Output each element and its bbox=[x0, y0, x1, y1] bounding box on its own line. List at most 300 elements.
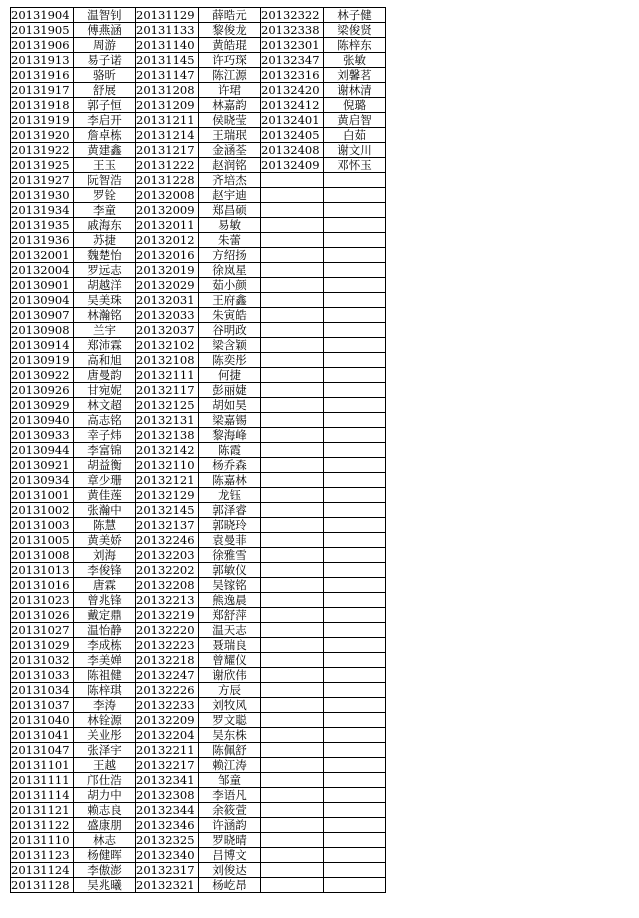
empty-cell bbox=[261, 473, 324, 488]
student-id-cell: 20132246 bbox=[136, 533, 199, 548]
student-id-cell: 20132301 bbox=[261, 38, 324, 53]
student-id-cell: 20131032 bbox=[11, 653, 74, 668]
student-name-cell: 盛康朋 bbox=[74, 818, 136, 833]
student-id-cell: 20131027 bbox=[11, 623, 74, 638]
table-row bbox=[11, 158, 386, 173]
table-row bbox=[11, 533, 386, 548]
student-id-cell: 20131124 bbox=[11, 863, 74, 878]
student-id-cell: 20131114 bbox=[11, 788, 74, 803]
student-name-cell: 陈祖健 bbox=[74, 668, 136, 683]
student-name-cell: 李童 bbox=[74, 203, 136, 218]
student-name-cell: 陈佩舒 bbox=[199, 743, 261, 758]
table-row bbox=[11, 563, 386, 578]
table-row bbox=[11, 23, 386, 38]
empty-cell bbox=[261, 803, 324, 818]
empty-cell bbox=[324, 833, 386, 848]
student-id-cell: 20132409 bbox=[261, 158, 324, 173]
student-id-cell: 20132001 bbox=[11, 248, 74, 263]
student-name-cell: 林嘉韵 bbox=[199, 98, 261, 113]
empty-cell bbox=[261, 758, 324, 773]
table-row bbox=[11, 323, 386, 338]
student-id-cell: 20132117 bbox=[136, 383, 199, 398]
student-id-cell: 20131016 bbox=[11, 578, 74, 593]
student-name-cell: 舒展 bbox=[74, 83, 136, 98]
student-name-cell: 郭泽睿 bbox=[199, 503, 261, 518]
empty-cell bbox=[324, 488, 386, 503]
empty-cell bbox=[261, 563, 324, 578]
student-name-cell: 刘海 bbox=[74, 548, 136, 563]
student-id-cell: 20132223 bbox=[136, 638, 199, 653]
table-row bbox=[11, 863, 386, 878]
student-name-cell: 张敏 bbox=[324, 53, 386, 68]
student-id-cell: 20130944 bbox=[11, 443, 74, 458]
table-row bbox=[11, 623, 386, 638]
student-id-cell: 20130922 bbox=[11, 368, 74, 383]
student-id-cell: 20132125 bbox=[136, 398, 199, 413]
student-name-cell: 戚海东 bbox=[74, 218, 136, 233]
student-name-cell: 薛晧元 bbox=[199, 8, 261, 23]
student-id-cell: 20132012 bbox=[136, 233, 199, 248]
student-id-cell: 20132325 bbox=[136, 833, 199, 848]
table-row bbox=[11, 173, 386, 188]
student-name-cell: 陈霞 bbox=[199, 443, 261, 458]
student-name-cell: 赵润铭 bbox=[199, 158, 261, 173]
student-id-cell: 20130908 bbox=[11, 323, 74, 338]
student-name-cell: 陈梓东 bbox=[324, 38, 386, 53]
student-name-cell: 谷明政 bbox=[199, 323, 261, 338]
student-id-cell: 20131047 bbox=[11, 743, 74, 758]
student-id-cell: 20132341 bbox=[136, 773, 199, 788]
empty-cell bbox=[261, 458, 324, 473]
student-id-cell: 20130914 bbox=[11, 338, 74, 353]
student-id-cell: 20130904 bbox=[11, 293, 74, 308]
student-id-cell: 20132202 bbox=[136, 563, 199, 578]
student-id-cell: 20132011 bbox=[136, 218, 199, 233]
student-name-cell: 詹卓栋 bbox=[74, 128, 136, 143]
empty-cell bbox=[261, 743, 324, 758]
empty-cell bbox=[261, 173, 324, 188]
student-name-cell: 林铨源 bbox=[74, 713, 136, 728]
student-id-cell: 20131927 bbox=[11, 173, 74, 188]
student-id-cell: 20132004 bbox=[11, 263, 74, 278]
empty-cell bbox=[324, 548, 386, 563]
student-id-cell: 20132340 bbox=[136, 848, 199, 863]
student-name-cell: 梁嘉锡 bbox=[199, 413, 261, 428]
table-row bbox=[11, 878, 386, 893]
table-row bbox=[11, 263, 386, 278]
student-id-cell: 20131013 bbox=[11, 563, 74, 578]
student-id-cell: 20131140 bbox=[136, 38, 199, 53]
student-name-cell: 黄建鑫 bbox=[74, 143, 136, 158]
empty-cell bbox=[324, 353, 386, 368]
table-row bbox=[11, 413, 386, 428]
table-row bbox=[11, 488, 386, 503]
student-name-cell: 曾耀仪 bbox=[199, 653, 261, 668]
empty-cell bbox=[324, 368, 386, 383]
student-name-cell: 许珺 bbox=[199, 83, 261, 98]
student-id-cell: 20132129 bbox=[136, 488, 199, 503]
student-name-cell: 方辰 bbox=[199, 683, 261, 698]
student-name-cell: 罗文聪 bbox=[199, 713, 261, 728]
empty-cell bbox=[261, 878, 324, 893]
empty-cell bbox=[324, 563, 386, 578]
empty-cell bbox=[261, 833, 324, 848]
student-id-cell: 20132209 bbox=[136, 713, 199, 728]
table-row bbox=[11, 353, 386, 368]
student-name-cell: 黄启智 bbox=[324, 113, 386, 128]
empty-cell bbox=[261, 203, 324, 218]
student-name-cell: 余筱萱 bbox=[199, 803, 261, 818]
student-id-cell: 20131217 bbox=[136, 143, 199, 158]
student-id-cell: 20131209 bbox=[136, 98, 199, 113]
empty-cell bbox=[261, 353, 324, 368]
student-name-cell: 郑沛霖 bbox=[74, 338, 136, 353]
student-name-cell: 倪璐 bbox=[324, 98, 386, 113]
student-name-cell: 徐雅雪 bbox=[199, 548, 261, 563]
student-name-cell: 高志铭 bbox=[74, 413, 136, 428]
student-id-cell: 20130933 bbox=[11, 428, 74, 443]
student-id-cell: 20130926 bbox=[11, 383, 74, 398]
student-id-cell: 20132420 bbox=[261, 83, 324, 98]
empty-cell bbox=[324, 473, 386, 488]
student-name-cell: 周游 bbox=[74, 38, 136, 53]
student-id-cell: 20132211 bbox=[136, 743, 199, 758]
student-name-cell: 胡如昊 bbox=[199, 398, 261, 413]
student-name-cell: 吴镓铭 bbox=[199, 578, 261, 593]
table-row bbox=[11, 293, 386, 308]
student-id-cell: 20131110 bbox=[11, 833, 74, 848]
empty-cell bbox=[261, 383, 324, 398]
student-name-cell: 兰宇 bbox=[74, 323, 136, 338]
student-name-cell: 李涛 bbox=[74, 698, 136, 713]
student-id-cell: 20131122 bbox=[11, 818, 74, 833]
table-row bbox=[11, 233, 386, 248]
student-id-cell: 20131935 bbox=[11, 218, 74, 233]
empty-cell bbox=[261, 308, 324, 323]
student-name-cell: 彭丽婕 bbox=[199, 383, 261, 398]
student-id-cell: 20132226 bbox=[136, 683, 199, 698]
student-id-cell: 20132204 bbox=[136, 728, 199, 743]
student-name-cell: 何捷 bbox=[199, 368, 261, 383]
student-name-cell: 聂瑞良 bbox=[199, 638, 261, 653]
student-name-cell: 朱寅皓 bbox=[199, 308, 261, 323]
student-name-cell: 陈江源 bbox=[199, 68, 261, 83]
student-name-cell: 黄佳莲 bbox=[74, 488, 136, 503]
student-id-cell: 20132213 bbox=[136, 593, 199, 608]
table-row bbox=[11, 728, 386, 743]
student-name-cell: 甘宛妮 bbox=[74, 383, 136, 398]
table-row bbox=[11, 128, 386, 143]
student-id-cell: 20130907 bbox=[11, 308, 74, 323]
student-name-cell: 吴美珠 bbox=[74, 293, 136, 308]
empty-cell bbox=[324, 743, 386, 758]
student-id-cell: 20132322 bbox=[261, 8, 324, 23]
student-name-cell: 王瑞珉 bbox=[199, 128, 261, 143]
empty-cell bbox=[261, 428, 324, 443]
student-id-cell: 20132111 bbox=[136, 368, 199, 383]
student-id-cell: 20132408 bbox=[261, 143, 324, 158]
student-name-cell: 胡越洋 bbox=[74, 278, 136, 293]
table-row bbox=[11, 338, 386, 353]
empty-cell bbox=[261, 248, 324, 263]
student-name-cell: 高和旭 bbox=[74, 353, 136, 368]
empty-cell bbox=[324, 758, 386, 773]
student-name-cell: 刘俊达 bbox=[199, 863, 261, 878]
table-row bbox=[11, 38, 386, 53]
empty-cell bbox=[261, 533, 324, 548]
table-row bbox=[11, 683, 386, 698]
student-id-cell: 20132338 bbox=[261, 23, 324, 38]
student-name-cell: 唐曼韵 bbox=[74, 368, 136, 383]
student-name-cell: 魏楚怡 bbox=[74, 248, 136, 263]
student-name-cell: 罗晓晴 bbox=[199, 833, 261, 848]
empty-cell bbox=[324, 728, 386, 743]
student-id-cell: 20132121 bbox=[136, 473, 199, 488]
empty-cell bbox=[324, 623, 386, 638]
student-id-cell: 20131925 bbox=[11, 158, 74, 173]
empty-cell bbox=[324, 278, 386, 293]
table-row bbox=[11, 143, 386, 158]
student-id-cell: 20131916 bbox=[11, 68, 74, 83]
empty-cell bbox=[261, 698, 324, 713]
student-id-cell: 20131121 bbox=[11, 803, 74, 818]
student-name-cell: 袁曼菲 bbox=[199, 533, 261, 548]
table-row bbox=[11, 638, 386, 653]
student-id-cell: 20131123 bbox=[11, 848, 74, 863]
student-name-cell: 金涵荃 bbox=[199, 143, 261, 158]
empty-cell bbox=[261, 338, 324, 353]
empty-cell bbox=[261, 263, 324, 278]
empty-cell bbox=[261, 653, 324, 668]
student-name-cell: 吴兆曦 bbox=[74, 878, 136, 893]
student-id-cell: 20132321 bbox=[136, 878, 199, 893]
table-row bbox=[11, 653, 386, 668]
student-name-cell: 胡益衡 bbox=[74, 458, 136, 473]
student-id-cell: 20132145 bbox=[136, 503, 199, 518]
empty-cell bbox=[261, 773, 324, 788]
empty-cell bbox=[261, 188, 324, 203]
student-id-cell: 20131906 bbox=[11, 38, 74, 53]
student-name-cell: 赖志良 bbox=[74, 803, 136, 818]
student-name-cell: 黎海峰 bbox=[199, 428, 261, 443]
student-id-cell: 20131037 bbox=[11, 698, 74, 713]
empty-cell bbox=[324, 653, 386, 668]
student-name-cell: 邝仕浩 bbox=[74, 773, 136, 788]
student-name-cell: 邹童 bbox=[199, 773, 261, 788]
table-row bbox=[11, 698, 386, 713]
student-name-cell: 林志 bbox=[74, 833, 136, 848]
student-name-cell: 陈慧 bbox=[74, 518, 136, 533]
student-name-cell: 谢文川 bbox=[324, 143, 386, 158]
table-row bbox=[11, 83, 386, 98]
student-id-cell: 20131934 bbox=[11, 203, 74, 218]
empty-cell bbox=[324, 698, 386, 713]
student-id-cell: 20132131 bbox=[136, 413, 199, 428]
student-name-cell: 梁俊贤 bbox=[324, 23, 386, 38]
empty-cell bbox=[261, 323, 324, 338]
empty-cell bbox=[324, 443, 386, 458]
empty-cell bbox=[324, 293, 386, 308]
student-name-cell: 罗铨 bbox=[74, 188, 136, 203]
empty-cell bbox=[324, 323, 386, 338]
empty-cell bbox=[261, 293, 324, 308]
table-row bbox=[11, 608, 386, 623]
student-id-cell: 20132031 bbox=[136, 293, 199, 308]
student-name-cell: 王玉 bbox=[74, 158, 136, 173]
table-row bbox=[11, 833, 386, 848]
student-name-cell: 易子诺 bbox=[74, 53, 136, 68]
table-row bbox=[11, 788, 386, 803]
student-name-cell: 吕博文 bbox=[199, 848, 261, 863]
empty-cell bbox=[324, 518, 386, 533]
empty-cell bbox=[261, 578, 324, 593]
table-row bbox=[11, 758, 386, 773]
table-row bbox=[11, 383, 386, 398]
student-name-cell: 林文超 bbox=[74, 398, 136, 413]
empty-cell bbox=[324, 788, 386, 803]
student-id-cell: 20132347 bbox=[261, 53, 324, 68]
empty-cell bbox=[324, 173, 386, 188]
student-name-cell: 齐培杰 bbox=[199, 173, 261, 188]
student-name-cell: 李启开 bbox=[74, 113, 136, 128]
student-name-cell: 方绍扬 bbox=[199, 248, 261, 263]
student-id-cell: 20132208 bbox=[136, 578, 199, 593]
student-name-cell: 许巧琛 bbox=[199, 53, 261, 68]
student-id-cell: 20130929 bbox=[11, 398, 74, 413]
student-name-cell: 郑昌硕 bbox=[199, 203, 261, 218]
student-id-cell: 20132016 bbox=[136, 248, 199, 263]
table-row bbox=[11, 503, 386, 518]
student-name-cell: 温天志 bbox=[199, 623, 261, 638]
student-id-cell: 20132008 bbox=[136, 188, 199, 203]
student-name-cell: 李俊锋 bbox=[74, 563, 136, 578]
student-id-cell: 20132217 bbox=[136, 758, 199, 773]
table-row bbox=[11, 578, 386, 593]
empty-cell bbox=[324, 668, 386, 683]
empty-cell bbox=[261, 668, 324, 683]
student-name-cell: 许涵韵 bbox=[199, 818, 261, 833]
empty-cell bbox=[324, 203, 386, 218]
student-name-cell: 梁含颖 bbox=[199, 338, 261, 353]
student-id-cell: 20132137 bbox=[136, 518, 199, 533]
empty-cell bbox=[261, 728, 324, 743]
empty-cell bbox=[324, 713, 386, 728]
student-name-cell: 骆昕 bbox=[74, 68, 136, 83]
empty-cell bbox=[324, 578, 386, 593]
student-name-cell: 傅燕涵 bbox=[74, 23, 136, 38]
student-id-cell: 20132405 bbox=[261, 128, 324, 143]
student-name-cell: 关业彤 bbox=[74, 728, 136, 743]
student-name-cell: 谢欣伟 bbox=[199, 668, 261, 683]
roster-body bbox=[11, 8, 386, 893]
student-name-cell: 李富锦 bbox=[74, 443, 136, 458]
table-row bbox=[11, 53, 386, 68]
student-id-cell: 20132219 bbox=[136, 608, 199, 623]
student-name-cell: 李美婵 bbox=[74, 653, 136, 668]
table-row bbox=[11, 278, 386, 293]
empty-cell bbox=[261, 548, 324, 563]
empty-cell bbox=[261, 683, 324, 698]
table-row bbox=[11, 848, 386, 863]
student-id-cell: 20131001 bbox=[11, 488, 74, 503]
student-name-cell: 戴定鼎 bbox=[74, 608, 136, 623]
student-name-cell: 张泽宇 bbox=[74, 743, 136, 758]
student-id-cell: 20130934 bbox=[11, 473, 74, 488]
empty-cell bbox=[324, 818, 386, 833]
student-id-cell: 20132142 bbox=[136, 443, 199, 458]
student-name-cell: 李傲澎 bbox=[74, 863, 136, 878]
student-id-cell: 20130921 bbox=[11, 458, 74, 473]
student-id-cell: 20132233 bbox=[136, 698, 199, 713]
student-name-cell: 林瀚铭 bbox=[74, 308, 136, 323]
student-id-cell: 20131917 bbox=[11, 83, 74, 98]
empty-cell bbox=[324, 608, 386, 623]
table-row bbox=[11, 773, 386, 788]
student-id-cell: 20131002 bbox=[11, 503, 74, 518]
student-id-cell: 20132412 bbox=[261, 98, 324, 113]
student-id-cell: 20131111 bbox=[11, 773, 74, 788]
student-id-cell: 20131145 bbox=[136, 53, 199, 68]
student-name-cell: 黄皓琨 bbox=[199, 38, 261, 53]
empty-cell bbox=[261, 518, 324, 533]
student-id-cell: 20131936 bbox=[11, 233, 74, 248]
student-id-cell: 20130901 bbox=[11, 278, 74, 293]
student-name-cell: 杨健晖 bbox=[74, 848, 136, 863]
table-row bbox=[11, 473, 386, 488]
student-id-cell: 20131904 bbox=[11, 8, 74, 23]
student-id-cell: 20131128 bbox=[11, 878, 74, 893]
student-name-cell: 杨屹昂 bbox=[199, 878, 261, 893]
student-name-cell: 幸子炜 bbox=[74, 428, 136, 443]
student-id-cell: 20131008 bbox=[11, 548, 74, 563]
table-row bbox=[11, 548, 386, 563]
empty-cell bbox=[324, 863, 386, 878]
empty-cell bbox=[324, 878, 386, 893]
student-name-cell: 赖江涛 bbox=[199, 758, 261, 773]
table-row bbox=[11, 428, 386, 443]
empty-cell bbox=[324, 638, 386, 653]
table-row bbox=[11, 218, 386, 233]
student-name-cell: 徐岚星 bbox=[199, 263, 261, 278]
empty-cell bbox=[324, 683, 386, 698]
table-row bbox=[11, 68, 386, 83]
student-id-cell: 20132316 bbox=[261, 68, 324, 83]
student-id-cell: 20132019 bbox=[136, 263, 199, 278]
student-id-cell: 20131922 bbox=[11, 143, 74, 158]
student-id-cell: 20131211 bbox=[136, 113, 199, 128]
empty-cell bbox=[324, 233, 386, 248]
student-id-cell: 20131040 bbox=[11, 713, 74, 728]
student-id-cell: 20132033 bbox=[136, 308, 199, 323]
student-id-cell: 20131208 bbox=[136, 83, 199, 98]
student-name-cell: 易敏 bbox=[199, 218, 261, 233]
empty-cell bbox=[261, 608, 324, 623]
student-name-cell: 王越 bbox=[74, 758, 136, 773]
student-id-cell: 20131214 bbox=[136, 128, 199, 143]
empty-cell bbox=[261, 233, 324, 248]
student-name-cell: 侯晓莹 bbox=[199, 113, 261, 128]
student-name-cell: 曾兆锋 bbox=[74, 593, 136, 608]
empty-cell bbox=[261, 218, 324, 233]
student-id-cell: 20131919 bbox=[11, 113, 74, 128]
student-name-cell: 郭晓玲 bbox=[199, 518, 261, 533]
student-id-cell: 20131905 bbox=[11, 23, 74, 38]
student-id-cell: 20131005 bbox=[11, 533, 74, 548]
student-id-cell: 20132317 bbox=[136, 863, 199, 878]
table-row bbox=[11, 248, 386, 263]
student-id-cell: 20131023 bbox=[11, 593, 74, 608]
student-name-cell: 刘馨茗 bbox=[324, 68, 386, 83]
